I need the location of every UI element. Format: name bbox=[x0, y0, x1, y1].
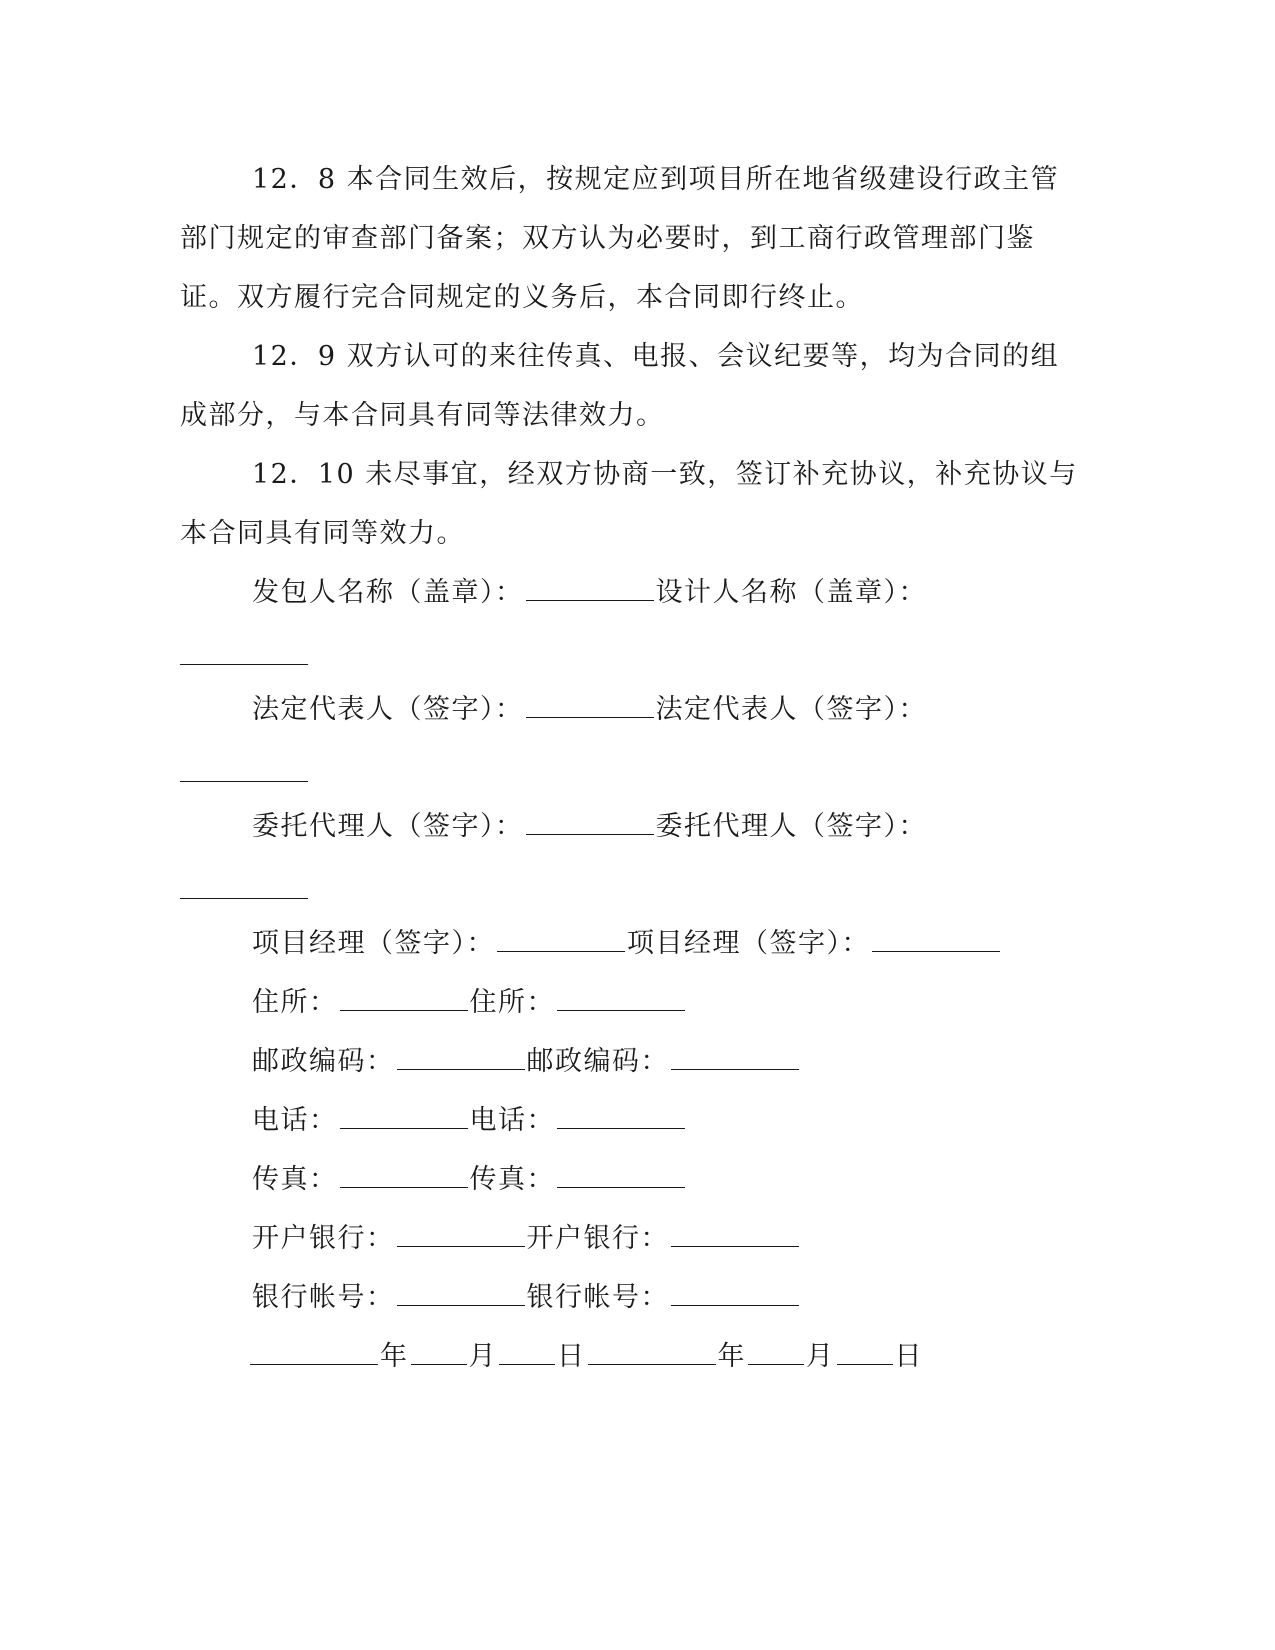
employer-name-blank[interactable] bbox=[526, 578, 654, 601]
postcode-row bbox=[252, 1045, 801, 1079]
bank-label-employer: 开户银行： bbox=[252, 1223, 395, 1254]
legal-rep-row bbox=[252, 693, 927, 727]
month-label-employer: 月 bbox=[468, 1341, 497, 1372]
fax-row bbox=[252, 1163, 687, 1197]
legal-rep-label-employer: 法定代表人（签字）： bbox=[252, 694, 524, 725]
month-blank-employer[interactable] bbox=[411, 1342, 467, 1365]
agent-blank-designer[interactable] bbox=[180, 898, 308, 899]
party-name-row bbox=[252, 576, 927, 610]
account-row bbox=[252, 1281, 801, 1315]
address-label-designer: 住所： bbox=[469, 987, 555, 1018]
pm-blank-employer[interactable] bbox=[497, 929, 625, 952]
fax-blank-employer[interactable] bbox=[340, 1165, 468, 1188]
legal-rep-blank-employer[interactable] bbox=[526, 695, 654, 718]
fax-blank-designer[interactable] bbox=[557, 1165, 685, 1188]
year-label-designer: 年 bbox=[717, 1341, 746, 1372]
phone-label-employer: 电话： bbox=[252, 1105, 338, 1136]
month-label-designer: 月 bbox=[806, 1341, 835, 1372]
designer-name-blank[interactable] bbox=[180, 664, 308, 665]
fax-label-designer: 传真： bbox=[469, 1164, 555, 1195]
bank-blank-designer[interactable] bbox=[671, 1224, 799, 1247]
agent-label-employer: 委托代理人（签字）： bbox=[252, 811, 524, 842]
address-label-employer: 住所： bbox=[252, 987, 338, 1018]
year-blank-employer[interactable] bbox=[250, 1342, 378, 1365]
phone-row bbox=[252, 1104, 687, 1138]
address-row bbox=[252, 986, 687, 1020]
legal-rep-blank-designer[interactable] bbox=[180, 781, 308, 782]
clause-12-8-line-2: 部门规定的审查部门备案；双方认为必要时，到工商行政管理部门鉴 bbox=[180, 223, 1035, 254]
day-label-employer: 日 bbox=[557, 1341, 586, 1372]
designer-name-label: 设计人名称（盖章）： bbox=[655, 577, 927, 608]
fax-label-employer: 传真： bbox=[252, 1164, 338, 1195]
day-label-designer: 日 bbox=[894, 1341, 923, 1372]
postcode-blank-designer[interactable] bbox=[671, 1047, 799, 1070]
legal-rep-label-designer: 法定代表人（签字）： bbox=[655, 694, 927, 725]
phone-blank-designer[interactable] bbox=[557, 1106, 685, 1129]
address-blank-designer[interactable] bbox=[557, 988, 685, 1011]
account-blank-designer[interactable] bbox=[671, 1283, 799, 1306]
postcode-blank-employer[interactable] bbox=[397, 1047, 525, 1070]
clause-12-9-line-2: 成部分，与本合同具有同等法律效力。 bbox=[180, 400, 665, 431]
pm-label-designer: 项目经理（签字）： bbox=[627, 928, 870, 959]
account-label-employer: 银行帐号： bbox=[252, 1282, 395, 1313]
clause-12-10-line-1: 12．10 未尽事宜，经双方协商一致，签订补充协议，补充协议与 bbox=[252, 459, 1078, 490]
account-label-designer: 银行帐号： bbox=[526, 1282, 669, 1313]
bank-row bbox=[252, 1222, 801, 1256]
clause-12-8-line-3: 证。双方履行完合同规定的义务后，本合同即行终止。 bbox=[180, 282, 864, 313]
phone-blank-employer[interactable] bbox=[340, 1106, 468, 1129]
day-blank-designer[interactable] bbox=[837, 1342, 893, 1365]
employer-name-label: 发包人名称（盖章）： bbox=[252, 577, 524, 608]
agent-label-designer: 委托代理人（签字）： bbox=[655, 811, 927, 842]
agent-blank-employer[interactable] bbox=[526, 812, 654, 835]
clause-12-10-line-2: 本合同具有同等效力。 bbox=[180, 518, 465, 549]
clause-12-9-line-1: 12．9 双方认可的来往传真、电报、会议纪要等，均为合同的组 bbox=[252, 341, 1060, 372]
project-manager-row bbox=[252, 927, 1002, 961]
clause-12-8-line-1: 12．8 本合同生效后，按规定应到项目所在地省级建设行政主管 bbox=[252, 164, 1060, 195]
day-blank-employer[interactable] bbox=[499, 1342, 555, 1365]
postcode-label-employer: 邮政编码： bbox=[252, 1046, 395, 1077]
date-row bbox=[248, 1340, 923, 1374]
postcode-label-designer: 邮政编码： bbox=[526, 1046, 669, 1077]
account-blank-employer[interactable] bbox=[397, 1283, 525, 1306]
bank-label-designer: 开户银行： bbox=[526, 1223, 669, 1254]
pm-label-employer: 项目经理（签字）： bbox=[252, 928, 495, 959]
year-label-employer: 年 bbox=[380, 1341, 409, 1372]
agent-row bbox=[252, 810, 927, 844]
year-blank-designer[interactable] bbox=[588, 1342, 716, 1365]
phone-label-designer: 电话： bbox=[469, 1105, 555, 1136]
month-blank-designer[interactable] bbox=[748, 1342, 804, 1365]
bank-blank-employer[interactable] bbox=[397, 1224, 525, 1247]
address-blank-employer[interactable] bbox=[340, 988, 468, 1011]
pm-blank-designer[interactable] bbox=[872, 929, 1000, 952]
